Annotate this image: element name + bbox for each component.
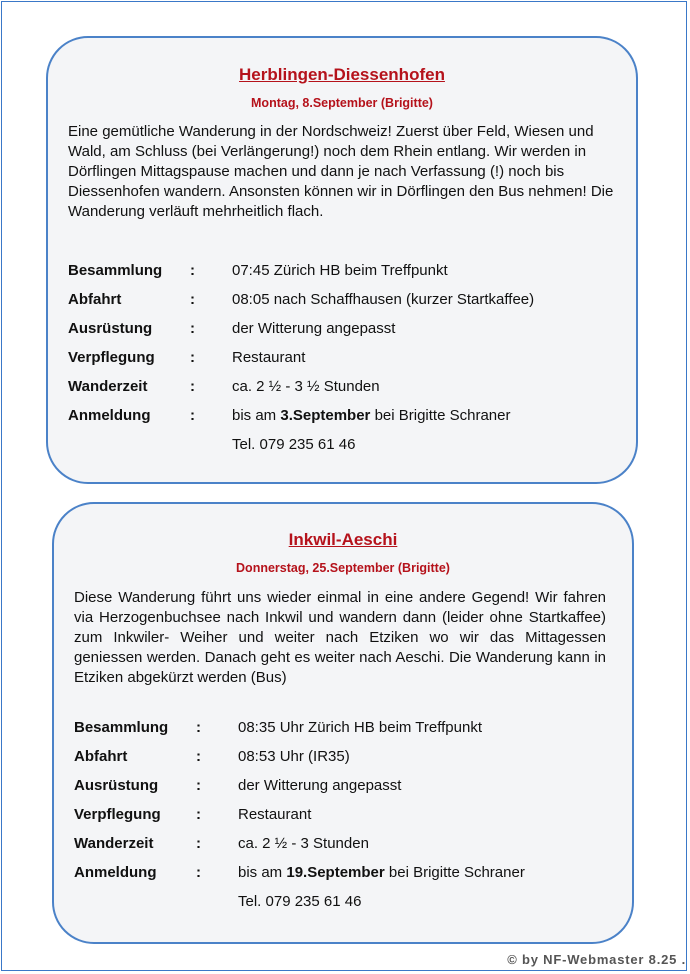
- detail-label: Besammlung: [68, 262, 163, 279]
- detail-colon: :: [190, 291, 195, 308]
- detail-value: der Witterung angepasst: [232, 320, 396, 337]
- detail-colon: :: [190, 262, 195, 279]
- detail-colon: :: [190, 407, 195, 424]
- detail-value: Restaurant: [238, 806, 312, 823]
- detail-label: Abfahrt: [74, 748, 128, 765]
- contact-phone: Tel. 079 235 61 46: [238, 893, 362, 910]
- registration-deadline: 3.September: [280, 407, 371, 424]
- detail-value: 07:45 Zürich HB beim Treffpunkt: [232, 262, 448, 279]
- detail-colon: :: [196, 835, 201, 852]
- detail-value: ca. 2 ½ - 3 Stunden: [238, 835, 369, 852]
- detail-value: 08:53 Uhr (IR35): [238, 748, 350, 765]
- event-title: Inkwil-Aeschi: [288, 530, 398, 549]
- footer-copyright: © by NF-Webmaster 8.25 .: [507, 952, 686, 967]
- registration-deadline: 19.September: [286, 864, 385, 881]
- event-title: Herblingen-Diessenhofen: [239, 65, 445, 84]
- detail-colon: :: [196, 719, 201, 736]
- detail-colon: :: [196, 748, 201, 765]
- detail-value: ca. 2 ½ - 3 ½ Stunden: [232, 378, 380, 395]
- event-card-inkwil: [52, 502, 634, 944]
- value-prefix: bis am: [238, 864, 287, 881]
- detail-colon: :: [196, 806, 201, 823]
- detail-label: Wanderzeit: [74, 835, 154, 852]
- contact-phone: Tel. 079 235 61 46: [232, 436, 356, 453]
- detail-value: Restaurant: [232, 349, 306, 366]
- detail-colon: :: [196, 777, 201, 794]
- event-subtitle: Montag, 8.September (Brigitte): [251, 96, 433, 110]
- detail-value: 08:35 Uhr Zürich HB beim Treffpunkt: [238, 719, 482, 736]
- event-card-herblingen: [46, 36, 638, 484]
- detail-colon: :: [196, 864, 201, 881]
- value-suffix: bei Brigitte Schraner: [384, 864, 525, 881]
- detail-label: Verpflegung: [68, 349, 155, 366]
- detail-label: Anmeldung: [74, 864, 157, 881]
- detail-value: 08:05 nach Schaffhausen (kurzer Startkaffee): [232, 291, 535, 308]
- detail-label: Abfahrt: [68, 291, 122, 308]
- detail-label: Ausrüstung: [68, 320, 153, 337]
- detail-label: Anmeldung: [68, 407, 151, 424]
- detail-colon: :: [190, 378, 195, 395]
- detail-value: [232, 406, 510, 426]
- detail-value: der Witterung angepasst: [238, 777, 402, 794]
- detail-label: Verpflegung: [74, 806, 161, 823]
- value-suffix: bei Brigitte Schraner: [370, 407, 511, 424]
- event-description: Diese Wanderung führt uns wieder einmal in eine andere Gegend! Wir fahren via Herzogenbuchsee nach Inkwil und wandern dann (leider ohne Startkaffee) zum Inkwiler- Weiher und weiter nach Etziken wo wir das Mittagessen geniessen werden. Danach geht es weiter nach Aeschi. Die Wanderung kann in Etziken abgekürzt werden (Bus): [74, 589, 606, 686]
- detail-colon: :: [190, 320, 195, 337]
- detail-label: Besammlung: [74, 719, 169, 736]
- detail-value: [238, 863, 525, 883]
- detail-colon: :: [190, 349, 195, 366]
- detail-label: Ausrüstung: [74, 777, 159, 794]
- event-subtitle: Donnerstag, 25.September (Brigitte): [236, 561, 450, 575]
- detail-label: Wanderzeit: [68, 378, 148, 395]
- event-description: Eine gemütliche Wanderung in der Nordschweiz! Zuerst über Feld, Wiesen und Wald, am Schluss (bei Verlängerung!) noch dem Rhein entlang. Wir werden in Dörflingen Mittagspause machen und dann je nach Verfassung (!) noch bis Diessenhofen wandern. Ansonsten können wir in Dörflingen den Bus nehmen! Die Wanderung verläuft mehrheitlich flach.: [68, 123, 614, 220]
- value-prefix: bis am: [232, 407, 281, 424]
